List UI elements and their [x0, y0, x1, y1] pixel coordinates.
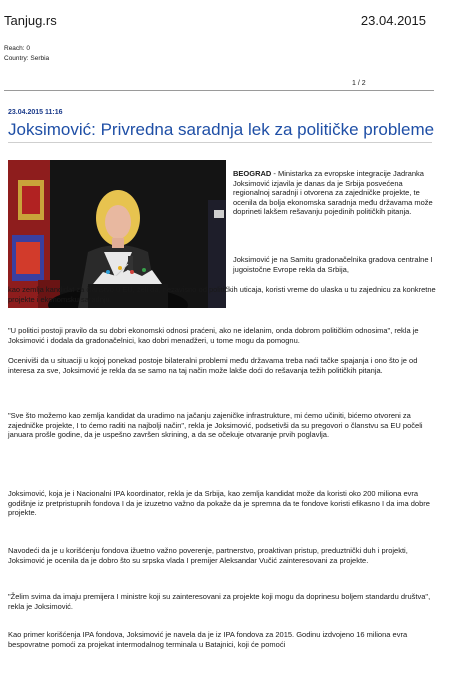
paragraph-2-part-1: Joksimović je na Samitu gradonačelnika gradova centralne I jugoistočne Evrope rekla da Srbija,: [233, 255, 433, 274]
reach-label: Reach: 0: [4, 45, 31, 52]
paragraph-7: Navodeći da je u korišćenju fondova ižuetno važno poverenje, partnerstvo, proaktivan pristup, preduztnički duh i projekti, Joksimović je ocenila da je dobro što su srpska vlada I premijer Aleksandar Vučić zainteresovani za projekte.: [8, 546, 408, 565]
paragraph-6: Joksimović, koja je i Nacionalni IPA koordinator, rekla je da Srbija, kao zemlja kandidat može da koristi oko 200 miliona evra godišnje iz pretpristupnih fondova I da je izuzetno važno da pokaže da je spremna da te fondove koristi efikasno I da ima dobre projekte.: [8, 489, 430, 517]
lead-text: - Ministarka za evropske integracije Jadranka Joksimović izjavila je danas da je Srbija posvećena regionalnoj saradnji i otvorena za zajedničke projekte, te ocenila da bolja ekonomska saradnja među državama može doprineti lakšem rešavanju pojedinih političkih pitanja.: [233, 169, 433, 216]
publication-date: 23.04.2015: [360, 13, 426, 28]
article-title: Joksimović: Privredna saradnja lek za političke probleme: [8, 120, 435, 139]
paragraph-5: "Sve što možemo kao zemlja kandidat da uradimo na jačanju zajeničke infrastrukture, mi ćemo učiniti, bićemo otvoreni za zajedničke projekte, I to ćemo raditi na najbolji način", rekla je Joksimović, podsetivši da su pregovori o članstvu sa EU počeli januara prošle godine, da je uspešno završen skrining, a da se očekuje otvaranje prvih poglavlja.: [8, 411, 423, 439]
page-number: 1 / 2: [352, 80, 366, 87]
paragraph-4: Oceniviši da u situaciji u kojoj ponekad postoje bilateralni problemi među državama treba naći tačke spajanja i ono što je od interesa za sve, Joksimović je rekla da se samo na taj način može lakše doći do rešavanja težih političkih pitanja.: [8, 356, 418, 375]
lead-paragraph: [233, 169, 433, 217]
paragraph-9: Kao primer korišćenja IPA fondova, Joksimović je navela da je iz IPA fondova za 2015. Godinu izdvojeno 16 miliona evra bespovratne pomoći za projekat intermodalnog terminala u Batajnici, koji će pomoći: [8, 630, 408, 649]
paragraph-8: "Želim svima da imaju premijera I ministre koji su zainteresovani za projekte koji mogu da doprinesu boljem standardu društva", rekla je Joksimović.: [8, 592, 431, 611]
title-divider: [8, 142, 432, 143]
country-label: Country: Serbia: [4, 55, 50, 62]
article-timestamp: 23.04.2015 11:16: [8, 109, 63, 116]
paragraph-2-part-2: kao zemlja kandidat za članstvo u EU, želi da, nezavisno od političkih uticaja, koristi vreme do ulaska u tu zajednicu za konkretne projekte i ekonomsku saradnju.: [8, 285, 436, 304]
source-name: Tanjug.rs: [4, 13, 57, 28]
header-divider: [4, 90, 434, 91]
paragraph-3: "U politici postoji pravilo da su dobri ekonomski odnosi praćeni, ako ne idelanim, onda dobrom političkim odnosima", rekla je Joksimović i dodala da gradonačelnici, kao dobri menadžeri, u tome mogu da pomognu.: [8, 326, 419, 345]
dateline: BEOGRAD: [233, 169, 272, 178]
